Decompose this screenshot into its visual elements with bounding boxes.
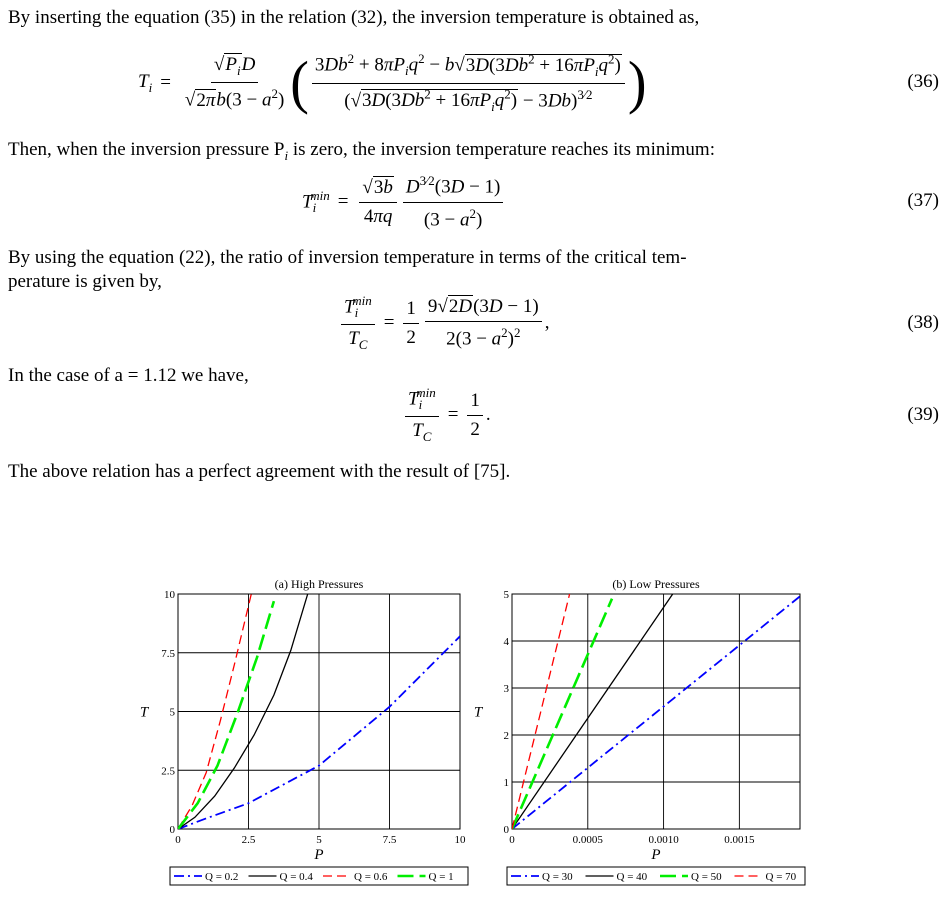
chart-a-ytick-label: 0 [169, 824, 175, 836]
chart-a-ytick-label: 7.5 [161, 647, 175, 660]
paragraph-5: The above relation has a perfect agreement with the result of [75]. [8, 461, 511, 482]
chart-high-pressures [130, 572, 470, 910]
paragraph-1: By inserting the equation (35) in the relation (32), the inversion temperature is obtained as, [8, 7, 700, 28]
chart-b-series-2 [512, 594, 673, 829]
chart-a-legend-label-2: Q = 0.4 [279, 871, 313, 883]
chart-b-legend-label-2: Q = 40 [616, 871, 648, 883]
chart-b-legend-label-1: Q = 30 [542, 871, 573, 883]
paragraph-3b: perature is given by, [8, 271, 162, 292]
chart-b-xtick-label: 0.0015 [724, 834, 755, 846]
chart-a-ytick-label: 2.5 [161, 765, 175, 778]
paragraph-4: In the case of a = 1.12 we have, [8, 365, 249, 386]
chart-b-xlabel: P [651, 847, 661, 863]
equation-39: $\frac{T_i^{min}}{T_C}$ = $\frac{1}{2}$ . (39) [0, 384, 947, 446]
chart-a-xtick-label: 5 [316, 834, 322, 846]
equation-38: $\frac{T_i^{min}}{T_C}$ = $\frac{1}{2}$ $\frac{9√2D(3D - 1)}{2(3 - a^2)^2}$ , (38) [0, 292, 947, 354]
chart-b-series-1 [512, 596, 800, 829]
chart-a-xtick-label: 2.5 [241, 834, 256, 846]
chart-a-legend-label-3: Q = 0.6 [354, 871, 388, 883]
chart-b-ytick-label: 0 [503, 824, 509, 836]
equation-36-body: $T_i$ = $\frac{√P_iD}{√2\pi b(3 - a^2)}$ ( $\frac{3Db^2 + 8\pi P_iq^2 - b√3D(3Db^2 + 16\pi P_iq^2)}{(√3D(3Db^2 + 16\pi P_iq^2) - 3Db)^{3⁄2}}$ ) [138, 50, 647, 116]
paragraph-2: Then, when the inversion pressure $P_i$ is zero, the inversion temperature reaches its minimum: [8, 139, 715, 163]
chart-a-legend-label-1: Q = 0.2 [205, 871, 239, 883]
paragraph-3a: By using the equation (22), the ratio of inversion temperature in terms of the critical tem- [8, 247, 687, 268]
chart-b-series-4 [512, 594, 570, 829]
chart-b-ytick-label: 2 [503, 730, 509, 742]
chart-a-xtick-label: 7.5 [382, 834, 397, 846]
chart-b-ytick-label: 1 [503, 777, 509, 789]
equation-number-38: (38) [907, 312, 939, 333]
chart-b-legend-label-4: Q = 70 [765, 871, 797, 883]
chart-a-xlabel: P [314, 847, 324, 863]
chart-a-xtick-label: 10 [454, 834, 466, 846]
chart-b-ytick-label: 3 [503, 683, 509, 695]
chart-low-pressures [462, 572, 812, 910]
chart-b-ylabel: T [473, 704, 483, 721]
equation-number-37: (37) [907, 190, 939, 211]
chart-b-title: (b) Low Pressures [612, 577, 700, 591]
chart-b-xtick-label: 0 [509, 834, 515, 846]
equation-number-39: (39) [907, 404, 939, 425]
chart-b-series-3 [512, 599, 612, 829]
chart-b-legend-label-3: Q = 50 [691, 871, 722, 883]
chart-b-ytick-label: 4 [503, 636, 509, 648]
equation-36 [0, 38, 947, 128]
chart-a-ylabel: T [139, 704, 149, 721]
chart-a-ytick-label: 5 [169, 706, 175, 719]
equation-number-36: (36) [907, 71, 939, 92]
chart-b-xtick-label: 0.0005 [572, 834, 603, 846]
chart-b-xtick-label: 0.0010 [648, 834, 679, 846]
chart-a-title: (a) High Pressures [274, 577, 364, 591]
chart-a-xtick-label: 0 [175, 834, 181, 846]
equation-37: $T_i^{min}$ = $\frac{√3b}{4\pi q}$ $\frac{D^{3⁄2}(3D - 1)}{(3 - a^2)}$ (37) [302, 173, 939, 230]
chart-a-series-4 [178, 601, 274, 829]
chart-a-ytick-label: 10 [164, 589, 175, 601]
chart-b-ytick-label: 5 [503, 589, 509, 601]
chart-a-legend-label-4: Q = 1 [428, 871, 454, 883]
